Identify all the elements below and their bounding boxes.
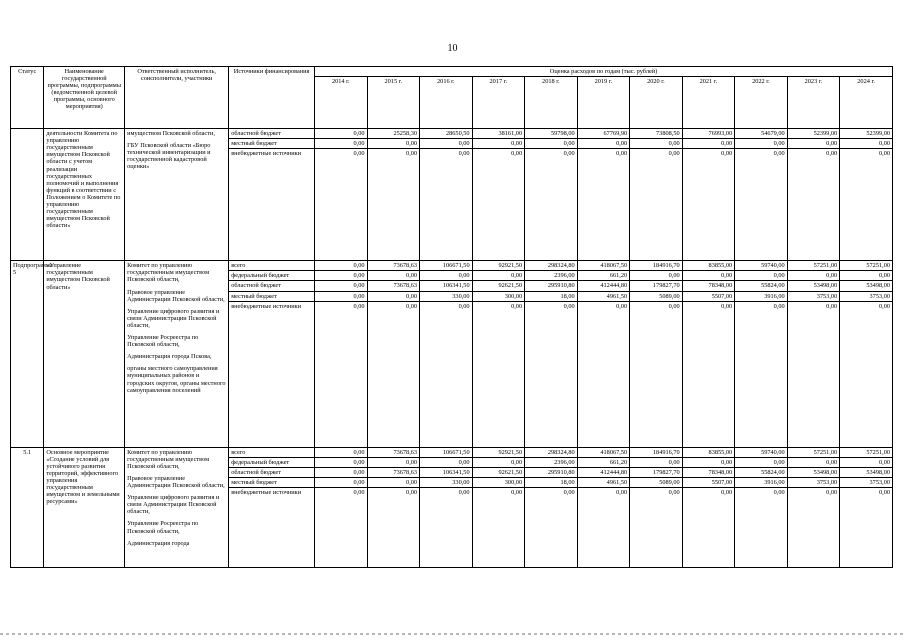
source-cell: областной бюджет <box>229 281 315 291</box>
value-cell: 0,00 <box>420 457 473 467</box>
value-cell: 53498,00 <box>787 281 840 291</box>
value-cell: 295910,80 <box>525 281 578 291</box>
value-cell: 0,00 <box>682 271 735 281</box>
value-cell: 0,00 <box>525 149 578 261</box>
block2-executor <box>125 261 229 447</box>
block3-status: 5.1 <box>11 447 44 567</box>
source-cell: всего <box>229 447 315 457</box>
value-cell: 0,00 <box>735 271 788 281</box>
value-cell: 0,00 <box>787 301 840 447</box>
value-cell: 3916,00 <box>735 477 788 487</box>
value-cell: 0,00 <box>682 301 735 447</box>
value-cell: 0,00 <box>315 149 368 261</box>
value-cell: 0,00 <box>472 301 525 447</box>
value-cell: 3753,00 <box>787 477 840 487</box>
executor-line: Управление цифрового развития и связи Администрации Псковской области, <box>127 307 220 329</box>
header-name: Наименование государственной программы, подпрограммы (ведомственной целевой программы, основного мероприятия) <box>44 67 125 129</box>
value-cell: 59740,00 <box>735 261 788 271</box>
value-cell: 179827,70 <box>630 467 683 477</box>
value-cell: 76993,00 <box>682 129 735 139</box>
value-cell: 0,00 <box>682 457 735 467</box>
block2-status: Подпрограмма 5 <box>11 261 44 447</box>
value-cell: 0,00 <box>630 271 683 281</box>
value-cell: 53498,00 <box>787 467 840 477</box>
value-cell: 330,00 <box>420 477 473 487</box>
value-cell: 5507,00 <box>682 477 735 487</box>
value-cell: 418067,50 <box>577 447 630 457</box>
value-cell: 55824,00 <box>735 281 788 291</box>
value-cell: 57251,00 <box>840 447 893 457</box>
executor-line: Комитет по управлению государственным имуществом Псковской области, <box>127 448 210 470</box>
value-cell: 0,00 <box>787 488 840 568</box>
value-cell: 661,20 <box>577 271 630 281</box>
value-cell: 4961,50 <box>577 291 630 301</box>
value-cell: 0,00 <box>315 467 368 477</box>
value-cell: 0,00 <box>420 271 473 281</box>
value-cell: 0,00 <box>577 301 630 447</box>
executor-line: Управление Росреестра по Псковской области, <box>127 334 199 349</box>
value-cell: 0,00 <box>525 488 578 568</box>
value-cell: 4961,50 <box>577 477 630 487</box>
value-cell: 73678,63 <box>367 281 420 291</box>
value-cell: 661,20 <box>577 457 630 467</box>
value-cell: 0,00 <box>315 301 368 447</box>
value-cell: 73678,63 <box>367 447 420 457</box>
value-cell: 0,00 <box>315 447 368 457</box>
value-cell: 0,00 <box>472 149 525 261</box>
value-cell: 18,00 <box>525 291 578 301</box>
source-cell: всего <box>229 261 315 271</box>
value-cell: 0,00 <box>472 488 525 568</box>
value-cell: 418067,50 <box>577 261 630 271</box>
value-cell: 0,00 <box>367 301 420 447</box>
value-cell: 298324,80 <box>525 447 578 457</box>
value-cell: 67769,90 <box>577 129 630 139</box>
value-cell: 0,00 <box>315 488 368 568</box>
header-year: 2014 г. <box>315 77 368 129</box>
value-cell: 0,00 <box>315 291 368 301</box>
value-cell: 0,00 <box>840 139 893 149</box>
header-year: 2018 г. <box>525 77 578 129</box>
value-cell: 0,00 <box>472 457 525 467</box>
header-year: 2015 г. <box>367 77 420 129</box>
block3-executor <box>125 447 229 567</box>
source-cell: областной бюджет <box>229 129 315 139</box>
value-cell: 0,00 <box>735 149 788 261</box>
value-cell: 179827,70 <box>630 281 683 291</box>
source-cell: внебюджетные источники <box>229 488 315 568</box>
value-cell: 0,00 <box>315 281 368 291</box>
value-cell: 53498,00 <box>840 467 893 477</box>
value-cell: 59740,00 <box>735 447 788 457</box>
value-cell: 73678,63 <box>367 261 420 271</box>
value-cell: 0,00 <box>315 261 368 271</box>
value-cell: 0,00 <box>787 271 840 281</box>
value-cell: 0,00 <box>840 301 893 447</box>
value-cell: 0,00 <box>367 149 420 261</box>
value-cell: 106671,50 <box>420 261 473 271</box>
value-cell: 0,00 <box>577 139 630 149</box>
value-cell: 0,00 <box>367 488 420 568</box>
header-source: Источники финансирования <box>229 67 315 129</box>
source-cell: областной бюджет <box>229 467 315 477</box>
header-year: 2020 г. <box>630 77 683 129</box>
value-cell: 0,00 <box>840 271 893 281</box>
value-cell: 92921,50 <box>472 447 525 457</box>
page-number: 10 <box>447 43 458 54</box>
source-cell: местный бюджет <box>229 139 315 149</box>
value-cell: 38161,00 <box>472 129 525 139</box>
value-cell: 92621,50 <box>472 467 525 477</box>
value-cell: 0,00 <box>577 488 630 568</box>
value-cell: 412444,80 <box>577 467 630 477</box>
value-cell: 92621,50 <box>472 281 525 291</box>
value-cell: 0,00 <box>630 488 683 568</box>
block3-name: Основное мероприятие «Создание условий для устойчивого развития территорий, эффективного управления государственным имуществом и земельными ресурсами» <box>44 447 125 567</box>
value-cell: 5089,00 <box>630 291 683 301</box>
header-year: 2017 г. <box>472 77 525 129</box>
scan-edge-divider <box>0 633 905 635</box>
value-cell: 52399,00 <box>787 129 840 139</box>
executor-line: Администрация города <box>127 539 190 547</box>
value-cell: 0,00 <box>682 149 735 261</box>
value-cell: 2396,00 <box>525 271 578 281</box>
value-cell: 25258,30 <box>367 129 420 139</box>
value-cell: 106341,50 <box>420 281 473 291</box>
value-cell: 0,00 <box>735 301 788 447</box>
value-cell: 54679,00 <box>735 129 788 139</box>
value-cell: 0,00 <box>840 488 893 568</box>
value-cell: 184916,70 <box>630 261 683 271</box>
value-cell: 0,00 <box>840 149 893 261</box>
value-cell: 83855,00 <box>682 261 735 271</box>
value-cell: 184916,70 <box>630 447 683 457</box>
value-cell: 0,00 <box>840 457 893 467</box>
source-cell: внебюджетные источники <box>229 301 315 447</box>
budget-table-sheet <box>10 66 895 568</box>
executor-line: Администрация города Пскова, <box>127 353 212 361</box>
value-cell: 0,00 <box>315 457 368 467</box>
executor-line: органы местного самоуправления муниципальных районов и городских округов, органы местного самоуправления поселений <box>127 365 226 394</box>
value-cell: 0,00 <box>682 139 735 149</box>
value-cell: 0,00 <box>630 457 683 467</box>
block1-executor <box>125 129 229 261</box>
value-cell: 0,00 <box>577 149 630 261</box>
value-cell: 0,00 <box>735 457 788 467</box>
value-cell: 0,00 <box>315 271 368 281</box>
header-year: 2019 г. <box>577 77 630 129</box>
value-cell: 0,00 <box>630 149 683 261</box>
value-cell: 3753,00 <box>840 291 893 301</box>
value-cell: 5507,00 <box>682 291 735 301</box>
value-cell: 0,00 <box>630 139 683 149</box>
value-cell: 0,00 <box>315 139 368 149</box>
header-estimate: Оценка расходов по годам (тыс. рублей) <box>315 67 893 77</box>
budget-table <box>10 66 893 568</box>
source-cell: местный бюджет <box>229 291 315 301</box>
value-cell: 0,00 <box>315 129 368 139</box>
value-cell: 412444,80 <box>577 281 630 291</box>
source-cell: местный бюджет <box>229 477 315 487</box>
value-cell: 0,00 <box>420 301 473 447</box>
header-year: 2024 г. <box>840 77 893 129</box>
value-cell: 92921,50 <box>472 261 525 271</box>
value-cell: 0,00 <box>367 271 420 281</box>
executor-line: имуществом Псковской области, <box>127 130 215 138</box>
value-cell: 78348,00 <box>682 467 735 477</box>
value-cell: 0,00 <box>787 457 840 467</box>
value-cell: 0,00 <box>525 139 578 149</box>
value-cell: 0,00 <box>472 271 525 281</box>
value-cell: 0,00 <box>367 139 420 149</box>
block1-name: деятельности Комитета по управлению государственным имуществом Псковской области с учетом реализации государственных полномочий и выполнения функций в соответствии с Положением о Комитете по управлению государственным имуществом Псковской области» <box>44 129 125 261</box>
header-executor: Ответственный исполнитель, соисполнители, участники <box>125 67 229 129</box>
value-cell: 57251,00 <box>840 261 893 271</box>
value-cell: 106341,50 <box>420 467 473 477</box>
value-cell: 83855,00 <box>682 447 735 457</box>
value-cell: 57251,00 <box>787 447 840 457</box>
header-year: 2022 г. <box>735 77 788 129</box>
executor-line: Комитет по управлению государственным имуществом Псковской области, <box>127 262 210 284</box>
header-year: 2023 г. <box>787 77 840 129</box>
value-cell: 295910,80 <box>525 467 578 477</box>
value-cell: 0,00 <box>420 149 473 261</box>
value-cell: 0,00 <box>682 488 735 568</box>
value-cell: 0,00 <box>367 457 420 467</box>
value-cell: 73808,50 <box>630 129 683 139</box>
value-cell: 3916,00 <box>735 291 788 301</box>
executor-line: ГБУ Псковской области «Бюро технической инвентаризации и государственной кадастровой оценки» <box>127 142 211 171</box>
value-cell: 59798,00 <box>525 129 578 139</box>
value-cell: 0,00 <box>367 477 420 487</box>
header-year: 2016 г. <box>420 77 473 129</box>
value-cell: 0,00 <box>420 139 473 149</box>
source-cell: федеральный бюджет <box>229 271 315 281</box>
value-cell: 55824,00 <box>735 467 788 477</box>
source-cell: внебюджетные источники <box>229 149 315 261</box>
value-cell: 0,00 <box>787 139 840 149</box>
value-cell: 298324,80 <box>525 261 578 271</box>
value-cell: 0,00 <box>367 291 420 301</box>
value-cell: 0,00 <box>735 139 788 149</box>
value-cell: 300,00 <box>472 291 525 301</box>
value-cell: 0,00 <box>787 149 840 261</box>
value-cell: 18,00 <box>525 477 578 487</box>
value-cell: 0,00 <box>315 477 368 487</box>
value-cell: 78348,00 <box>682 281 735 291</box>
block1-status <box>11 129 44 261</box>
value-cell: 73678,63 <box>367 467 420 477</box>
value-cell: 330,00 <box>420 291 473 301</box>
executor-line: Управление Росреестра по Псковской области, <box>127 520 199 535</box>
header-status: Статус <box>11 67 44 129</box>
block2-name: «Управление государственным имуществом Псковской области» <box>44 261 125 447</box>
value-cell: 0,00 <box>420 488 473 568</box>
value-cell: 0,00 <box>472 139 525 149</box>
value-cell: 57251,00 <box>787 261 840 271</box>
header-year: 2021 г. <box>682 77 735 129</box>
value-cell: 3753,00 <box>840 477 893 487</box>
value-cell: 300,00 <box>472 477 525 487</box>
value-cell: 0,00 <box>735 488 788 568</box>
value-cell: 52399,00 <box>840 129 893 139</box>
executor-line: Правовое управление Администрации Псковской области, <box>127 474 225 490</box>
value-cell: 106671,50 <box>420 447 473 457</box>
value-cell: 28650,50 <box>420 129 473 139</box>
executor-line: Правовое управление Администрации Псковской области, <box>127 288 225 303</box>
value-cell: 3753,00 <box>787 291 840 301</box>
executor-line: Управление цифрового развития и связи Администрации Псковской области, <box>127 494 220 516</box>
value-cell: 0,00 <box>630 301 683 447</box>
value-cell: 0,00 <box>525 301 578 447</box>
value-cell: 5089,00 <box>630 477 683 487</box>
source-cell: федеральный бюджет <box>229 457 315 467</box>
value-cell: 2396,00 <box>525 457 578 467</box>
value-cell: 53498,00 <box>840 281 893 291</box>
